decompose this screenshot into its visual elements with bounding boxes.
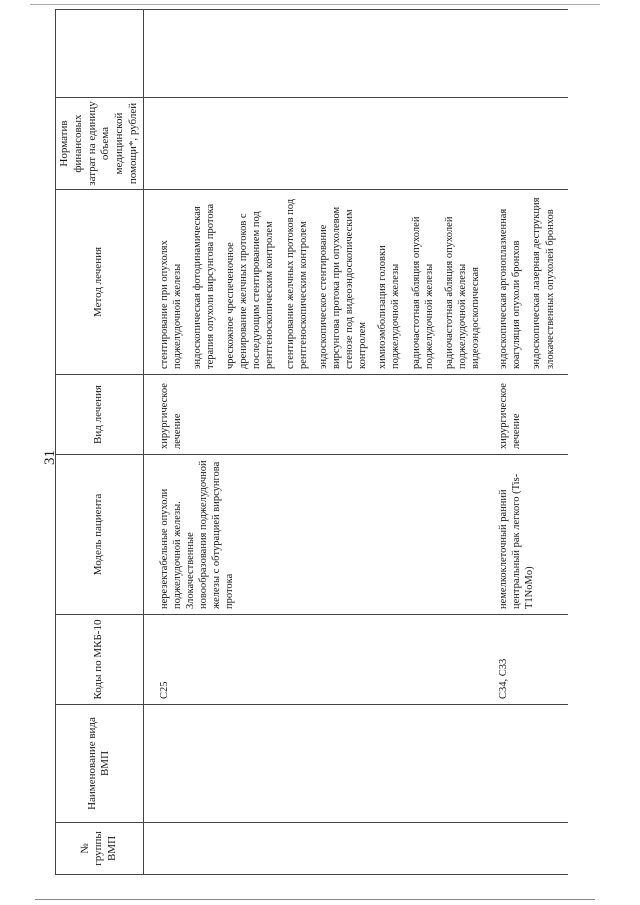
cell-patient-model: немелкоклеточный ранний центральный рак легкого (Tis-T1NoMo) [493,455,568,615]
header-icd-codes: Коды по МКБ-10 [56,615,144,705]
method-item: стентирование желчных протоков под рентгеноскопическим контролем [284,198,309,369]
cell-treatment-methods [493,190,568,375]
cell-group-no [154,823,494,875]
cell-cost-norm [154,98,494,190]
header-vmp-name: Наименование вида ВМП [56,705,144,823]
cell-cost-norm [493,98,568,190]
vmp-table [55,9,568,875]
cell-empty [493,10,568,98]
method-item: стентирование при опухолях поджелудочной железы [158,240,183,369]
cell-patient-model: нерезектабельные опухоли поджелудочной железы. Злокачественные новообразования поджелудочной железы с обтурацией вирсунгова протока [154,455,494,615]
header-group-no: № группы ВМП [56,823,144,875]
table-header-row [56,10,144,875]
method-item: эндоскопическая фотодинамическая терапия опухоли вирсунгова протока [191,203,216,369]
header-treatment-method: Метод лечения [56,190,144,375]
method-item: химиоэмболизация головки поджелудочной железы [377,245,402,369]
table-row [493,10,568,875]
method-item: радиочастотная абляция опухолей поджелудочной железы [410,216,435,369]
page-number: 31 [42,450,58,465]
method-item: радиочастотная абляция опухолей поджелудочной железы видеоэндоскопическая [443,216,481,369]
cell-icd-codes: C25 [154,615,494,705]
method-item: эндоскопическая лазерная деструкция злокачественных опухолей бронхов [531,197,556,369]
cell-treatment-type: хирургическое лечение [493,375,568,455]
page-edge-line [30,4,600,5]
cell-treatment-type: хирургическое лечение [154,375,494,455]
cell-vmp-name [154,705,494,823]
header-patient-model: Модель пациента [56,455,144,615]
cell-vmp-name [493,705,568,823]
header-cost-norm: Норматив финансовых затрат на единицу объема медицинской помощи*, рублей [56,98,144,190]
method-item: эндоскопическая аргоноплазменная коагуляция опухоли бронхов [498,208,523,369]
cell-group-no [493,823,568,875]
cell-treatment-methods [154,190,494,375]
cell-icd-codes: C34, C33 [493,615,568,705]
header-empty [56,10,144,98]
header-treatment-type: Вид лечения [56,375,144,455]
page-edge-line [35,899,595,900]
table-row [154,10,494,875]
method-item: эндоскопическое стентирование вирсунгова протока при опухолевом стенозе под видеоэндоскопическим контролем [317,206,369,369]
method-item: чрескожное чреспеченочное дренирование желчных протоков с последующим стентированием под рентгеноскопическим контролем [225,211,276,369]
cell-empty [154,10,494,98]
